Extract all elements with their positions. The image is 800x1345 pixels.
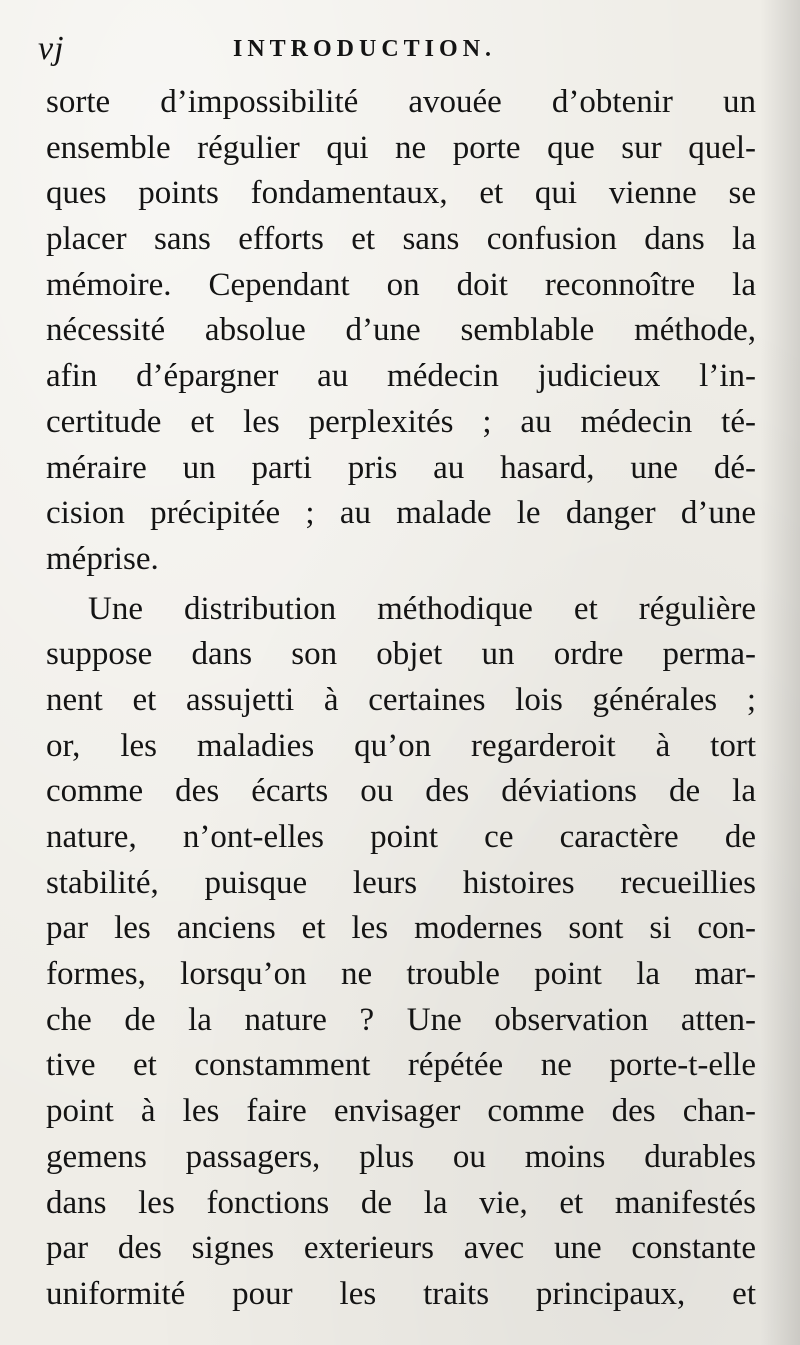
page-number: vj bbox=[38, 30, 65, 67]
text-line: che de la nature ? Une observation atten- bbox=[46, 1001, 756, 1038]
body-text bbox=[46, 80, 756, 1318]
text-line: nent et assujetti à certaines lois générales ; bbox=[46, 681, 756, 718]
page-edge-shadow bbox=[760, 0, 800, 1345]
text-line: nécessité absolue d’une semblable méthode, bbox=[46, 312, 756, 349]
text-line: gemens passagers, plus ou moins durables bbox=[46, 1138, 756, 1175]
paragraph-1 bbox=[46, 80, 756, 583]
text-line: tive et constamment répétée ne porte-t-elle bbox=[46, 1047, 756, 1084]
text-line: ensemble régulier qui ne porte que sur quel- bbox=[46, 129, 756, 166]
text-line: dans les fonctions de la vie, et manifestés bbox=[46, 1184, 756, 1221]
running-head bbox=[38, 30, 762, 70]
text-line: certitude et les perplexités ; au médecin té- bbox=[46, 403, 756, 440]
text-line: Une distribution méthodique et régulière bbox=[88, 590, 756, 627]
text-line: cision précipitée ; au malade le danger d’une bbox=[46, 495, 756, 532]
text-line: suppose dans son objet un ordre perma- bbox=[46, 636, 756, 673]
text-line: mémoire. Cependant on doit reconnoître la bbox=[46, 266, 756, 303]
text-line: afin d’épargner au médecin judicieux l’in- bbox=[46, 358, 756, 395]
text-line: comme des écarts ou des déviations de la bbox=[46, 773, 756, 810]
text-line: méprise. bbox=[46, 540, 159, 577]
text-line: or, les maladies qu’on regarderoit à tort bbox=[46, 727, 756, 764]
running-title: INTRODUCTION. bbox=[233, 36, 497, 62]
paragraph-2 bbox=[46, 587, 756, 1318]
text-line: stabilité, puisque leurs histoires recueillies bbox=[46, 864, 756, 901]
text-line: sorte d’impossibilité avouée d’obtenir un bbox=[46, 84, 756, 120]
text-line: placer sans efforts et sans confusion dans la bbox=[46, 221, 756, 258]
text-line: formes, lorsqu’on ne trouble point la mar- bbox=[46, 956, 756, 993]
text-line: uniformité pour les traits principaux, et bbox=[46, 1275, 756, 1312]
text-line: point à les faire envisager comme des chan- bbox=[46, 1093, 756, 1130]
text-line: méraire un parti pris au hasard, une dé- bbox=[46, 449, 756, 486]
text-line: nature, n’ont-elles point ce caractère de bbox=[46, 819, 756, 855]
text-line: ques points fondamentaux, et qui vienne se bbox=[46, 175, 756, 212]
text-line: par des signes exterieurs avec une constante bbox=[46, 1230, 756, 1267]
text-line: par les anciens et les modernes sont si con- bbox=[46, 910, 756, 947]
